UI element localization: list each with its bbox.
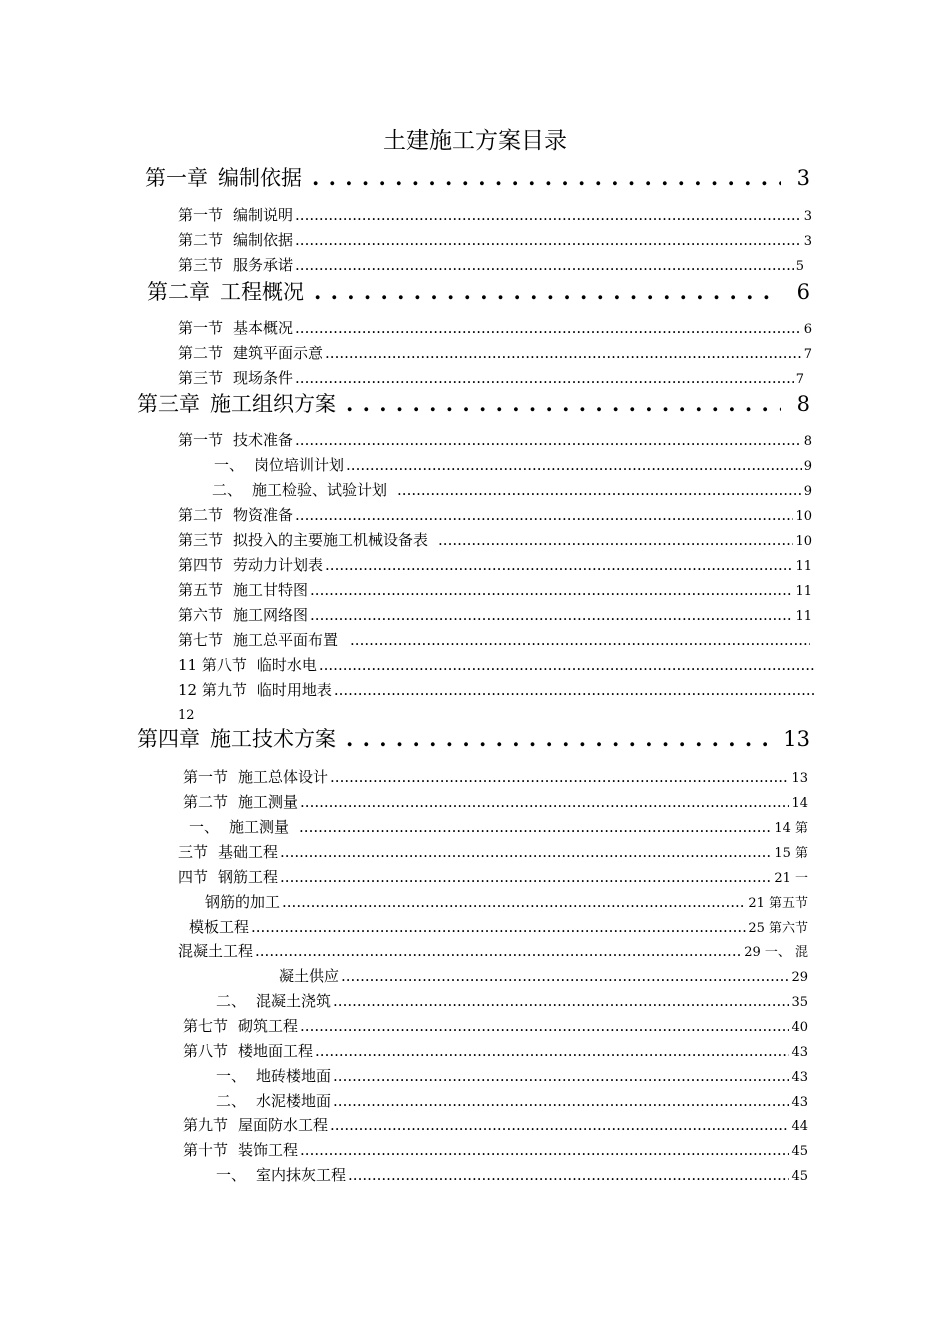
toc-entry[interactable] <box>178 254 804 276</box>
dot-leader <box>299 816 772 838</box>
entry-label: 第七节 施工总平面布置 <box>178 631 339 649</box>
toc-entry[interactable] <box>216 990 808 1012</box>
page-number: 25 第六节 <box>748 921 808 936</box>
dot-leader <box>333 990 789 1012</box>
dot-leader <box>295 367 794 389</box>
toc-chapter-4[interactable] <box>137 725 810 753</box>
dot-leader <box>280 866 772 888</box>
page-number: 29 一、 混 <box>744 945 808 960</box>
dot-leader <box>346 454 802 476</box>
toc-entry[interactable] <box>178 342 812 364</box>
toc-entry[interactable] <box>178 940 808 962</box>
dot-leader <box>330 1114 789 1136</box>
toc-entry[interactable] <box>178 529 812 551</box>
page-number: 21 第五节 <box>748 896 808 911</box>
page-number: 8 <box>796 392 810 416</box>
page-number: 7 <box>795 372 804 387</box>
dot-leader <box>312 164 781 192</box>
entry-label: 第二节 施工测量 <box>183 793 299 811</box>
page-number: 6 <box>796 280 810 304</box>
toc-chapter-3[interactable] <box>137 390 810 418</box>
entry-label: 第二节 编制依据 <box>178 231 294 249</box>
entry-label: 第三节 现场条件 <box>178 369 294 387</box>
dot-leader <box>319 654 814 676</box>
dot-leader <box>350 629 810 651</box>
page-number: 43 <box>791 1045 808 1060</box>
toc-chapter-2[interactable] <box>147 278 810 306</box>
dot-leader <box>300 791 789 813</box>
dot-leader <box>280 841 772 863</box>
entry-label: 第六节 施工网络图 <box>178 606 309 624</box>
page-number: 44 <box>791 1119 808 1134</box>
toc-entry[interactable] <box>205 891 808 913</box>
dot-leader <box>330 766 789 788</box>
toc-entry[interactable] <box>279 965 808 987</box>
entry-label: 第一节 技术准备 <box>178 431 294 449</box>
chapter-label: 第一章 编制依据 <box>145 166 302 190</box>
toc-entry[interactable] <box>178 866 808 888</box>
toc-entry[interactable] <box>212 479 812 501</box>
page-number: 14 <box>791 796 808 811</box>
dot-leader <box>346 725 767 753</box>
toc-entry[interactable] <box>216 1090 808 1112</box>
entry-label: 第七节 砌筑工程 <box>183 1017 299 1035</box>
toc-entry[interactable] <box>178 554 812 576</box>
toc-entry[interactable] <box>178 579 812 601</box>
entry-label: 第五节 施工甘特图 <box>178 581 309 599</box>
page-number: 11 <box>795 609 812 624</box>
page-number: 43 <box>791 1095 808 1110</box>
toc-chapter-1[interactable] <box>145 164 810 192</box>
page-number: 3 <box>803 234 812 249</box>
entry-label: 四节 钢筋工程 <box>178 868 279 886</box>
entry-label: 11 第八节 临时水电 <box>178 656 317 674</box>
dot-leader <box>341 965 789 987</box>
entry-label: 模板工程 <box>189 918 250 936</box>
dot-leader <box>310 579 793 601</box>
page-number: 14 第 <box>774 821 808 836</box>
page-number: 6 <box>803 322 812 337</box>
dot-leader <box>295 429 802 451</box>
dot-leader <box>295 317 802 339</box>
page-number: 15 第 <box>774 846 808 861</box>
page-number: 35 <box>791 995 808 1010</box>
entry-label: 一、 地砖楼地面 <box>216 1067 332 1085</box>
page-number: 10 <box>795 534 812 549</box>
dot-leader <box>295 504 793 526</box>
page-number: 11 <box>795 559 812 574</box>
entry-label: 三节 基础工程 <box>178 843 279 861</box>
entry-label: 第一节 施工总体设计 <box>183 768 329 786</box>
toc-entry[interactable] <box>216 1164 808 1186</box>
dot-leader <box>333 1065 789 1087</box>
dot-leader <box>325 342 802 364</box>
toc-entry[interactable] <box>183 1015 808 1037</box>
entry-label: 第一节 编制说明 <box>178 206 294 224</box>
entry-label: 第二节 物资准备 <box>178 506 294 524</box>
dot-leader <box>346 390 781 418</box>
dot-leader <box>438 529 793 551</box>
toc-entry[interactable] <box>178 504 812 526</box>
toc-entry[interactable] <box>189 916 808 938</box>
toc-entry[interactable] <box>183 1040 808 1062</box>
page-number: 9 <box>803 484 812 499</box>
entry-label: 二、 施工检验、试验计划 <box>212 481 388 499</box>
entry-label: 二、 水泥楼地面 <box>216 1092 332 1110</box>
entry-label: 第八节 楼地面工程 <box>183 1042 314 1060</box>
entry-label: 第九节 屋面防水工程 <box>183 1116 329 1134</box>
page-number: 5 <box>795 259 804 274</box>
entry-label: 第三节 服务承诺 <box>178 256 294 274</box>
dot-leader <box>295 204 802 226</box>
entry-label: 第二节 建筑平面示意 <box>178 344 324 362</box>
dot-leader <box>397 479 802 501</box>
dot-leader <box>315 1040 789 1062</box>
dot-leader <box>282 891 746 913</box>
page-number: 43 <box>791 1070 808 1085</box>
toc-entry[interactable] <box>183 791 808 813</box>
dot-leader <box>251 916 746 938</box>
chapter-label: 第四章 施工技术方案 <box>137 727 336 751</box>
page-number: 9 <box>803 459 812 474</box>
dot-leader <box>295 229 802 251</box>
dot-leader <box>348 1164 789 1186</box>
dot-leader <box>295 254 794 276</box>
page-number: 40 <box>791 1020 808 1035</box>
entry-label: 12 第九节 临时用地表 <box>178 681 332 699</box>
dot-leader <box>325 554 793 576</box>
page-number: 21 一 <box>774 871 808 886</box>
toc-entry[interactable] <box>183 766 808 788</box>
page-number: 8 <box>803 434 812 449</box>
toc-entry[interactable] <box>178 654 816 676</box>
toc-entry[interactable] <box>178 604 812 626</box>
toc-entry[interactable] <box>183 1139 808 1161</box>
entry-label: 第一节 基本概况 <box>178 319 294 337</box>
page-number: 3 <box>803 209 812 224</box>
toc-entry[interactable] <box>216 1065 808 1087</box>
entry-label: 二、 混凝土浇筑 <box>216 992 332 1010</box>
page-number: 29 <box>791 970 808 985</box>
entry-label: 一、 室内抹灰工程 <box>216 1166 347 1184</box>
dot-leader <box>310 604 793 626</box>
entry-label: 钢筋的加工 <box>205 893 281 911</box>
dot-leader <box>333 1090 789 1112</box>
dot-leader <box>314 278 781 306</box>
chapter-label: 第二章 工程概况 <box>147 280 304 304</box>
page-number: 13 <box>783 727 810 751</box>
dot-leader <box>255 940 742 962</box>
dot-leader <box>300 1139 789 1161</box>
entry-label: 凝土供应 <box>279 967 340 985</box>
page-number: 45 <box>791 1144 808 1159</box>
toc-entry[interactable] <box>178 429 812 451</box>
toc-entry[interactable] <box>178 841 808 863</box>
toc-entry[interactable] <box>178 629 812 651</box>
page-number: 45 <box>791 1169 808 1184</box>
toc-entry[interactable] <box>189 816 808 838</box>
document-title: 土建施工方案目录 <box>383 128 567 154</box>
entry-label: 混凝土工程 <box>178 942 254 960</box>
dot-leader <box>334 679 814 701</box>
toc-entry[interactable] <box>178 229 812 251</box>
page-number: 3 <box>796 166 810 190</box>
dot-leader <box>300 1015 789 1037</box>
entry-label: 一、 施工测量 <box>189 818 290 836</box>
entry-label: 第四节 劳动力计划表 <box>178 556 324 574</box>
page-number-wrapped: 12 <box>178 708 195 723</box>
entry-label: 第十节 装饰工程 <box>183 1141 299 1159</box>
toc-entry[interactable] <box>214 454 812 476</box>
toc-entry[interactable] <box>178 367 804 389</box>
chapter-label: 第三章 施工组织方案 <box>137 392 336 416</box>
toc-entry[interactable] <box>178 317 812 339</box>
toc-entry[interactable] <box>183 1114 808 1136</box>
entry-label: 第三节 拟投入的主要施工机械设备表 <box>178 531 429 549</box>
entry-label: 一、 岗位培训计划 <box>214 456 345 474</box>
page-number: 11 <box>795 584 812 599</box>
page-number: 7 <box>803 347 812 362</box>
page-number: 10 <box>795 509 812 524</box>
toc-entry[interactable] <box>178 204 812 226</box>
toc-entry[interactable] <box>178 679 816 701</box>
page-number: 13 <box>791 771 808 786</box>
